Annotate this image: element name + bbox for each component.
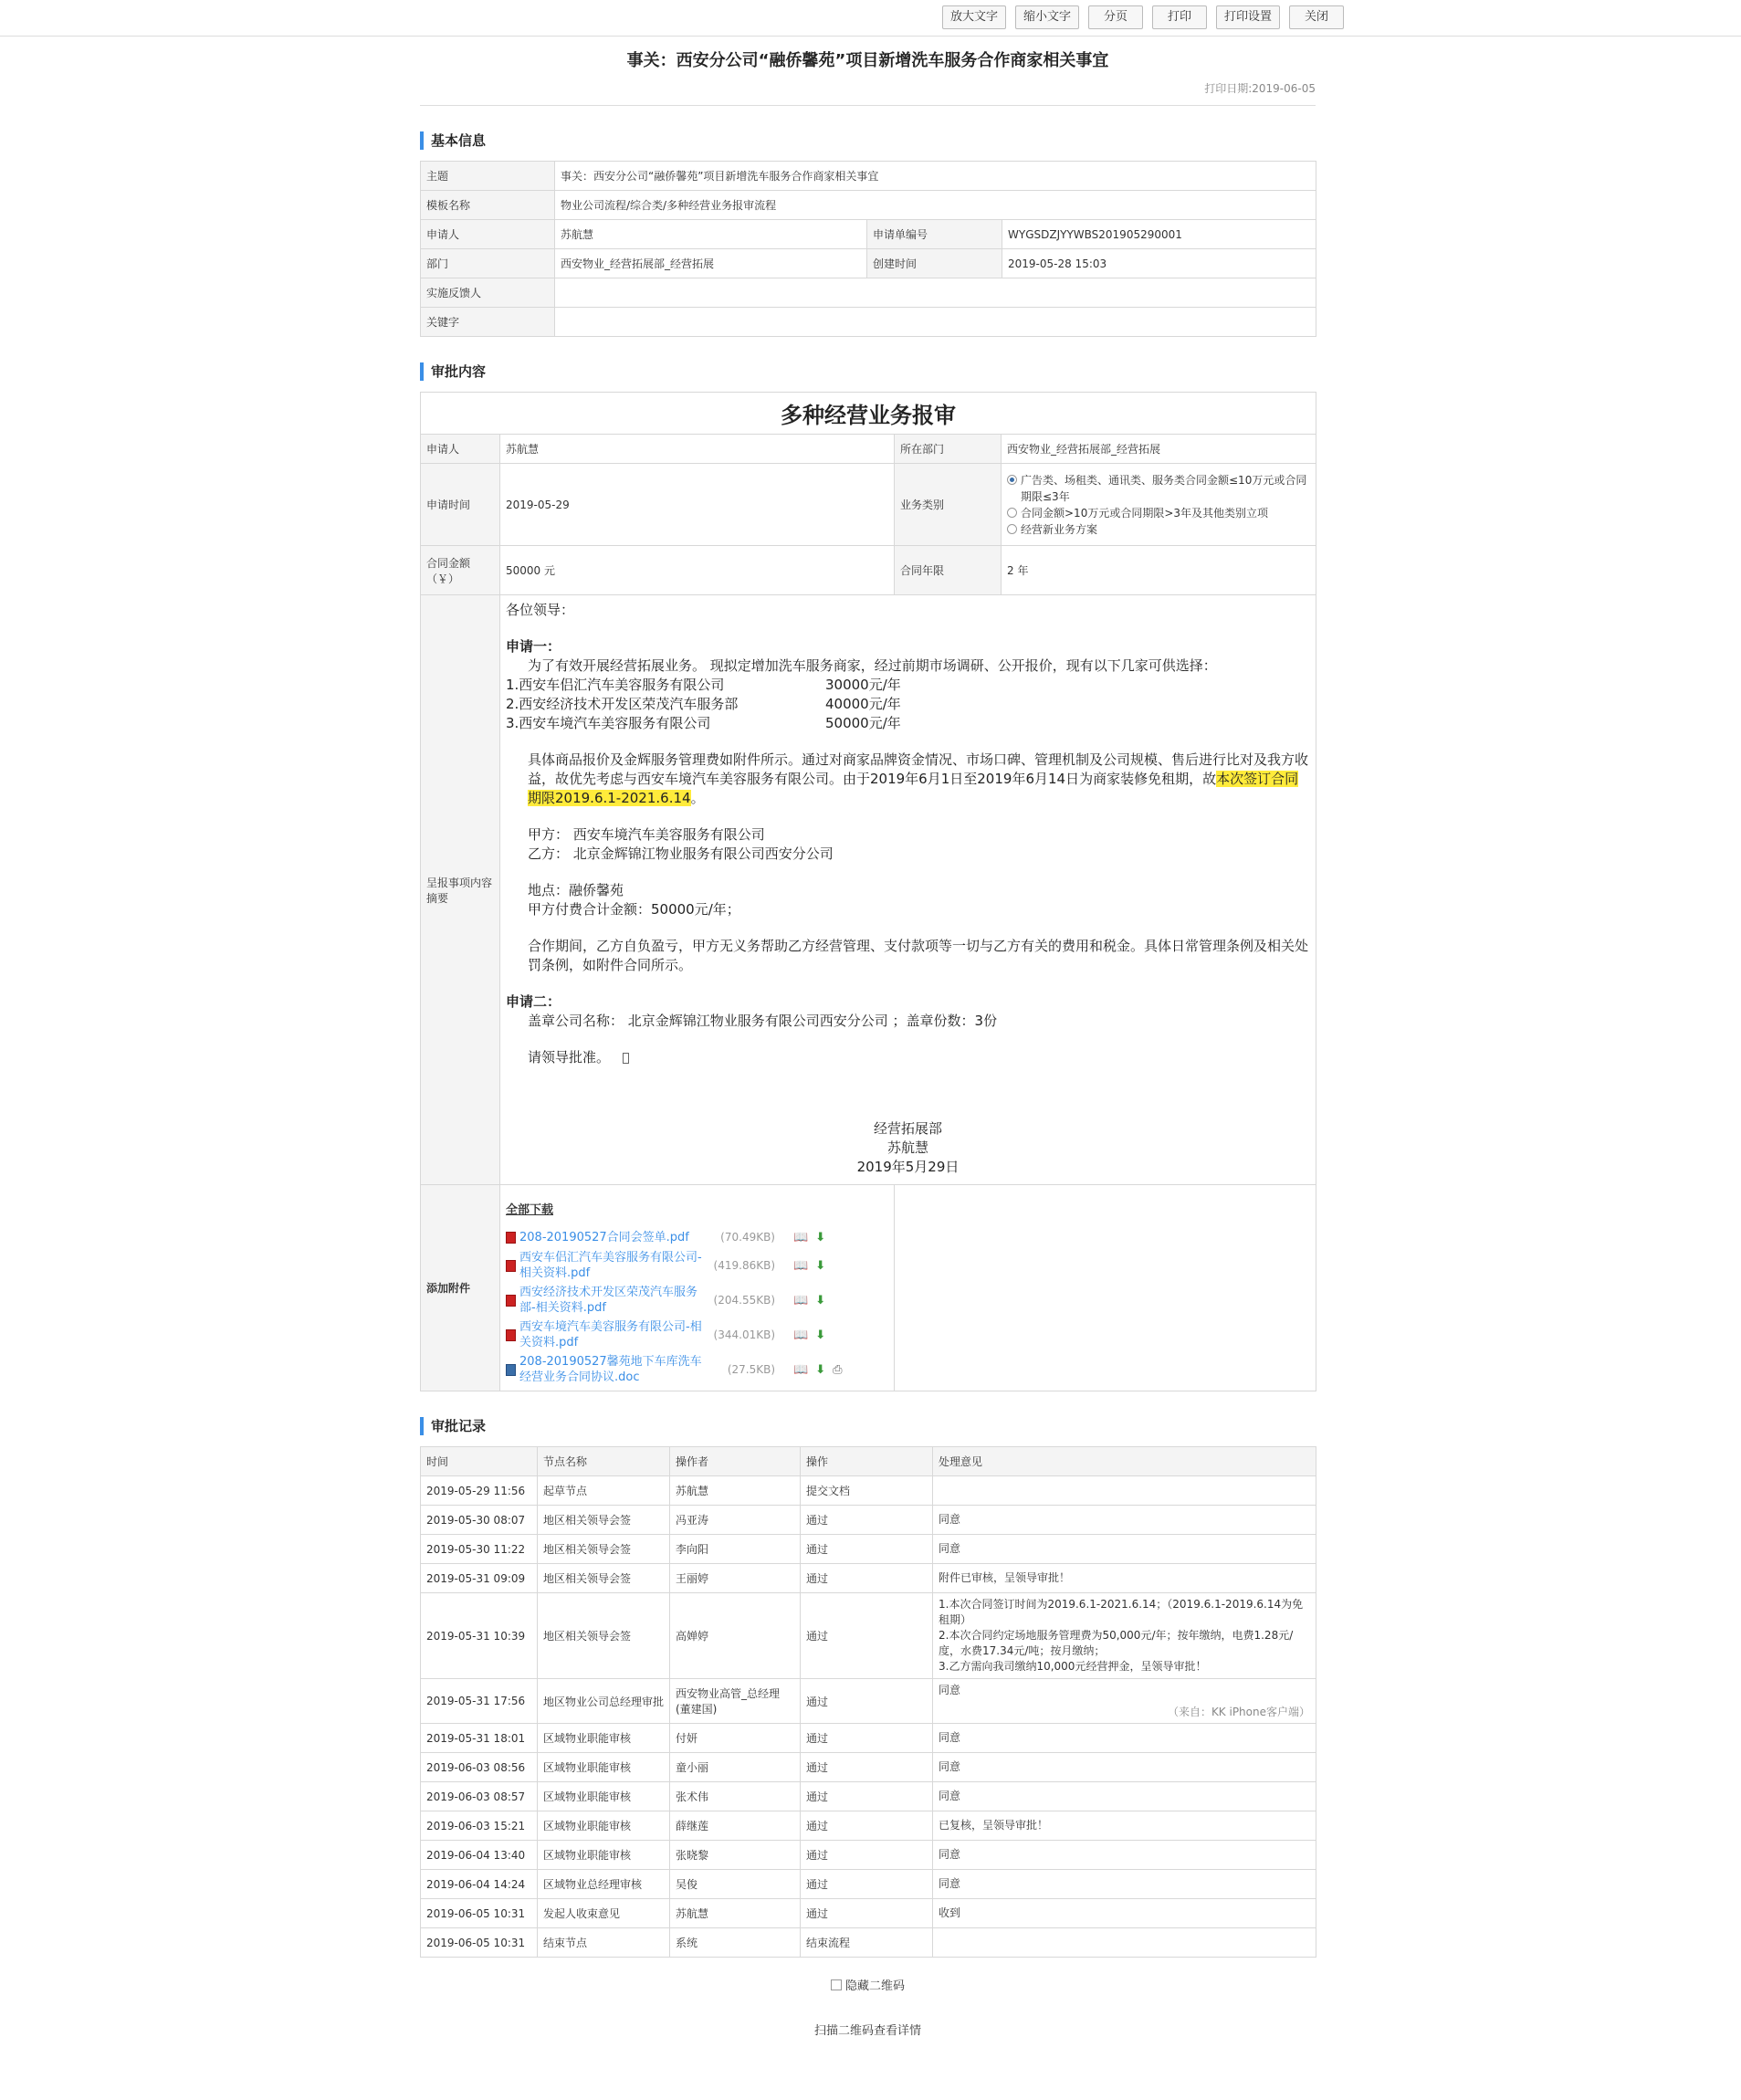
record-opinion bbox=[933, 1535, 1316, 1564]
table-row bbox=[421, 1753, 1316, 1782]
keyword-value bbox=[555, 308, 1316, 337]
record-operator: 张术伟 bbox=[670, 1782, 801, 1811]
form-time-value: 2019-05-29 bbox=[500, 464, 895, 546]
vendor-item bbox=[506, 695, 1310, 714]
table-row bbox=[421, 1506, 1316, 1535]
opinion-text: 1.本次合同签订时间为2019.6.1-2021.6.14；（2019.6.1-2019.6.14为免租期） 2.本次合同约定场地服务管理费为50,000元/年；按年缴纳，电费1.28元/度，水费17.34元/吨；按月缴纳； 3.乙方需向我司缴纳10,000元经营押金，呈领导审批！ bbox=[939, 1598, 1304, 1673]
record-node: 地区物业公司总经理审批 bbox=[538, 1679, 670, 1724]
template-value: 物业公司流程/综合类/多种经营业务报审流程 bbox=[555, 191, 1316, 220]
record-opinion bbox=[933, 1506, 1316, 1535]
record-action: 通过 bbox=[801, 1535, 933, 1564]
sign-date: 2019年5月29日 bbox=[856, 1159, 960, 1175]
opinion-text: 附件已审核，呈领导审批！ bbox=[939, 1571, 1071, 1584]
record-operator: 苏航慧 bbox=[670, 1899, 801, 1928]
record-time: 2019-05-31 18:01 bbox=[421, 1724, 538, 1753]
biz-option-1[interactable] bbox=[1007, 472, 1310, 505]
attach-label: 添加附件 bbox=[421, 1185, 500, 1391]
print-button[interactable]: 打印 bbox=[1152, 5, 1207, 29]
record-opinion bbox=[933, 1870, 1316, 1899]
record-action: 通过 bbox=[801, 1841, 933, 1870]
close-button[interactable]: 关闭 bbox=[1289, 5, 1344, 29]
record-action: 通过 bbox=[801, 1679, 933, 1724]
print-date: 打印日期:2019-06-05 bbox=[420, 80, 1316, 106]
section-approval-records-heading: 审批记录 bbox=[420, 1417, 1316, 1435]
record-operator: 高婵婷 bbox=[670, 1593, 801, 1679]
table-row bbox=[421, 1564, 1316, 1593]
record-operator: 童小丽 bbox=[670, 1753, 801, 1782]
record-operator: 西安物业高管_总经理(董建国) bbox=[670, 1679, 801, 1724]
table-row bbox=[421, 1928, 1316, 1958]
record-node: 起草节点 bbox=[538, 1476, 670, 1506]
record-action: 通过 bbox=[801, 1899, 933, 1928]
summary-para3: 合作期间，乙方自负盈亏，甲方无义务帮助乙方经营管理、支付款项等一切与乙方有关的费用和税金。具体日常管理条例及相关处罚条例，如附件合同所示。 bbox=[528, 938, 1309, 973]
attachment-link[interactable]: 208-20190527馨苑地下车库洗车经营业务合同协议.doc bbox=[519, 1355, 702, 1384]
record-opinion bbox=[933, 1811, 1316, 1841]
opinion-text: 同意 bbox=[939, 1790, 961, 1802]
summary-greeting: 各位领导： bbox=[506, 602, 575, 618]
record-opinion bbox=[933, 1782, 1316, 1811]
form-dept-value: 西安物业_经营拓展部_经营拓展 bbox=[1002, 435, 1316, 464]
records-header-row bbox=[421, 1447, 1316, 1476]
record-operator: 吴俊 bbox=[670, 1870, 801, 1899]
record-action: 通过 bbox=[801, 1753, 933, 1782]
records-body bbox=[421, 1476, 1316, 1958]
approval-form-table bbox=[420, 392, 1316, 1391]
section-approval-content-heading: 审批内容 bbox=[420, 362, 1316, 381]
record-node: 发起人收束意见 bbox=[538, 1899, 670, 1928]
biz-type-options bbox=[1002, 464, 1316, 546]
opinion-text: 已复核，呈领导审批！ bbox=[939, 1819, 1049, 1832]
closing-text bbox=[506, 1048, 1310, 1067]
vendor-item bbox=[506, 714, 1310, 733]
attachment-link[interactable]: 西安车境汽车美容服务有限公司-相关资料.pdf bbox=[519, 1320, 702, 1349]
form-applicant-value: 苏航慧 bbox=[500, 435, 895, 464]
record-node: 区域物业职能审核 bbox=[538, 1841, 670, 1870]
record-action: 通过 bbox=[801, 1724, 933, 1753]
applicant-label: 申请人 bbox=[421, 220, 555, 249]
record-node: 区域物业职能审核 bbox=[538, 1811, 670, 1841]
attachment-link[interactable]: 208-20190527合同会签单.pdf bbox=[519, 1230, 689, 1244]
record-action: 通过 bbox=[801, 1870, 933, 1899]
record-action: 通过 bbox=[801, 1564, 933, 1593]
attachment-size: (419.86KB) bbox=[713, 1259, 775, 1272]
paginate-button[interactable]: 分页 bbox=[1088, 5, 1143, 29]
years-label: 合同年限 bbox=[895, 546, 1002, 595]
preview-book-icon[interactable]: 📖 bbox=[793, 1328, 809, 1342]
dept-label: 部门 bbox=[421, 249, 555, 278]
vendor-price: 30000元/年 bbox=[825, 677, 901, 693]
record-node: 结束节点 bbox=[538, 1928, 670, 1958]
record-node: 区域物业职能审核 bbox=[538, 1724, 670, 1753]
preview-book-icon[interactable]: 📖 bbox=[793, 1230, 809, 1244]
toolbar bbox=[0, 0, 1741, 37]
table-row bbox=[421, 1476, 1316, 1506]
vendor-name: 2.西安经济技术开发区荣茂汽车服务部 bbox=[506, 696, 739, 712]
biz-option-1-label: 广告类、场租类、通讯类、服务类合同金额≤10万元或合同期限≤3年 bbox=[1021, 473, 1307, 503]
record-time: 2019-06-05 10:31 bbox=[421, 1899, 538, 1928]
attachment-item bbox=[506, 1352, 888, 1387]
record-node: 区域物业职能审核 bbox=[538, 1753, 670, 1782]
record-time: 2019-06-03 15:21 bbox=[421, 1811, 538, 1841]
record-opinion bbox=[933, 1899, 1316, 1928]
req1-title: 申请一： bbox=[506, 638, 561, 655]
years-value: 2 年 bbox=[1002, 546, 1316, 595]
party-a: 甲方： 西安车境汽车美容服务有限公司 bbox=[528, 826, 765, 843]
feedback-value bbox=[555, 278, 1316, 308]
created-value: 2019-05-28 15:03 bbox=[1002, 249, 1316, 278]
opinion-text: 同意 bbox=[939, 1513, 961, 1526]
vendor-price: 40000元/年 bbox=[825, 696, 901, 712]
record-time: 2019-05-31 17:56 bbox=[421, 1679, 538, 1724]
vendor-price: 50000元/年 bbox=[825, 715, 901, 731]
attachment-link[interactable]: 西安经济技术开发区荣茂汽车服务部-相关资料.pdf bbox=[519, 1286, 698, 1315]
record-opinion bbox=[933, 1753, 1316, 1782]
biz-option-2[interactable] bbox=[1007, 505, 1310, 521]
doc-file-icon bbox=[506, 1364, 516, 1376]
opinion-text: 同意 bbox=[939, 1542, 961, 1555]
table-row bbox=[421, 1899, 1316, 1928]
download-icon[interactable]: ⬇ bbox=[815, 1362, 826, 1377]
col-action: 操作 bbox=[801, 1447, 933, 1476]
table-row bbox=[421, 1724, 1316, 1753]
summary-label: 呈报事项内容摘要 bbox=[421, 595, 500, 1185]
sign-name: 苏航慧 bbox=[886, 1139, 928, 1156]
record-time: 2019-05-30 08:07 bbox=[421, 1506, 538, 1535]
record-opinion bbox=[933, 1841, 1316, 1870]
download-icon[interactable]: ⬇ bbox=[815, 1293, 826, 1307]
opinion-text: 同意 bbox=[939, 1760, 961, 1773]
total-amount: 甲方付费合计金额：50000元/年； bbox=[528, 901, 740, 918]
record-time: 2019-06-04 14:24 bbox=[421, 1870, 538, 1899]
basic-info-table bbox=[420, 161, 1316, 337]
amount-label: 合同金额（￥） bbox=[421, 546, 500, 595]
record-time: 2019-06-05 10:31 bbox=[421, 1928, 538, 1958]
record-operator: 苏航慧 bbox=[670, 1476, 801, 1506]
download-icon[interactable]: ⬇ bbox=[815, 1328, 826, 1342]
pdf-file-icon bbox=[506, 1232, 516, 1244]
record-opinion bbox=[933, 1476, 1316, 1506]
req2-title: 申请二： bbox=[506, 993, 561, 1010]
table-row bbox=[421, 1679, 1316, 1724]
document bbox=[420, 37, 1316, 2038]
contract-period-highlight: 本次签订合同期限2019.6.1-2021.6.14 bbox=[528, 771, 1299, 806]
attachment-item bbox=[506, 1226, 888, 1248]
opinion-text: 同意 bbox=[939, 1848, 961, 1861]
pdf-file-icon bbox=[506, 1260, 516, 1272]
toolbar-buttons bbox=[942, 5, 1344, 29]
record-operator: 付妍 bbox=[670, 1724, 801, 1753]
record-node: 地区相关领导会签 bbox=[538, 1506, 670, 1535]
record-node: 地区相关领导会签 bbox=[538, 1564, 670, 1593]
opinion-text: 同意 bbox=[939, 1731, 961, 1744]
radio-selected-icon[interactable] bbox=[1007, 475, 1017, 485]
print-icon[interactable]: ⎙ bbox=[833, 1362, 843, 1377]
opinion-text: 同意 bbox=[939, 1877, 961, 1890]
closing-label: 请领导批准。 bbox=[528, 1049, 617, 1066]
req1-intro: 为了有效开展经营拓展业务。 现拟定增加洗车服务商家，经过前期市场调研、公开报价，现有以下几家可供选择： bbox=[528, 657, 1217, 674]
biz-option-2-label: 合同金额>10万元或合同期限>3年及其他类别立项 bbox=[1021, 506, 1269, 520]
preview-book-icon[interactable]: 📖 bbox=[793, 1362, 809, 1377]
vendor-name: 3.西安车境汽车美容服务有限公司 bbox=[506, 715, 711, 731]
subject-value: 事关：西安分公司“融侨馨苑”项目新增洗车服务合作商家相关事宜 bbox=[555, 162, 1316, 191]
record-node: 地区相关领导会签 bbox=[538, 1535, 670, 1564]
record-action: 通过 bbox=[801, 1811, 933, 1841]
table-row bbox=[421, 1593, 1316, 1679]
pdf-file-icon bbox=[506, 1329, 516, 1341]
order-no-value: WYGSDZJYYWBS201905290001 bbox=[1002, 220, 1316, 249]
summary-para2 bbox=[506, 751, 1310, 808]
feedback-label: 实施反馈人 bbox=[421, 278, 555, 308]
record-node: 区域物业职能审核 bbox=[538, 1782, 670, 1811]
table-row bbox=[421, 1782, 1316, 1811]
attachment-item bbox=[506, 1248, 888, 1283]
sign-dept: 经营拓展部 bbox=[873, 1120, 942, 1137]
record-time: 2019-06-03 08:57 bbox=[421, 1782, 538, 1811]
table-row bbox=[421, 1535, 1316, 1564]
attachment-size: (70.49KB) bbox=[720, 1231, 775, 1244]
record-time: 2019-05-31 09:09 bbox=[421, 1564, 538, 1593]
record-node: 地区相关领导会签 bbox=[538, 1593, 670, 1679]
form-dept-label: 所在部门 bbox=[895, 435, 1002, 464]
attachments-empty-cell bbox=[895, 1185, 1316, 1391]
col-node: 节点名称 bbox=[538, 1447, 670, 1476]
placeholder-glyph-icon bbox=[623, 1053, 629, 1064]
approval-records-table bbox=[420, 1446, 1316, 1958]
section-basic-info-heading: 基本信息 bbox=[420, 131, 1316, 150]
record-time: 2019-06-03 08:56 bbox=[421, 1753, 538, 1782]
record-operator: 薛继莲 bbox=[670, 1811, 801, 1841]
record-opinion bbox=[933, 1928, 1316, 1958]
opinion-source: （来自：KK iPhone客户端） bbox=[1167, 1706, 1310, 1718]
attachment-item bbox=[506, 1318, 888, 1352]
record-action: 通过 bbox=[801, 1782, 933, 1811]
record-operator: 王丽婷 bbox=[670, 1564, 801, 1593]
attachments-cell bbox=[500, 1185, 895, 1391]
download-icon[interactable]: ⬇ bbox=[815, 1258, 826, 1273]
preview-book-icon[interactable]: 📖 bbox=[793, 1293, 809, 1307]
table-row bbox=[421, 1870, 1316, 1899]
record-action: 结束流程 bbox=[801, 1928, 933, 1958]
attachment-link[interactable]: 西安车侣汇汽车美容服务有限公司-相关资料.pdf bbox=[519, 1251, 702, 1280]
record-operator: 李向阳 bbox=[670, 1535, 801, 1564]
form-applicant-label: 申请人 bbox=[421, 435, 500, 464]
para2-text: 具体商品报价及金辉服务管理费如附件所示。通过对商家品牌资金情况、市场口碑、管理机制及公司规模、售后进行比对及我方收益，故优先考虑与西安车境汽车美容服务有限公司。由于2019年6月1日至2019年6月14日为商家装修免租期，故 bbox=[528, 751, 1309, 787]
created-label: 创建时间 bbox=[867, 249, 1002, 278]
radio-icon[interactable] bbox=[1007, 524, 1017, 534]
record-operator: 系统 bbox=[670, 1928, 801, 1958]
record-action: 通过 bbox=[801, 1593, 933, 1679]
req2-text: 盖章公司名称： 北京金辉锦江物业服务有限公司西安分公司 ；盖章份数：3份 bbox=[528, 1013, 998, 1029]
form-time-label: 申请时间 bbox=[421, 464, 500, 546]
record-time: 2019-05-29 11:56 bbox=[421, 1476, 538, 1506]
opinion-text: 收到 bbox=[939, 1906, 961, 1919]
para2-end: 。 bbox=[690, 790, 705, 806]
keyword-label: 关键字 bbox=[421, 308, 555, 337]
record-opinion bbox=[933, 1593, 1316, 1679]
applicant-value: 苏航慧 bbox=[555, 220, 867, 249]
record-action: 提交文档 bbox=[801, 1476, 933, 1506]
amount-value: 50000 元 bbox=[500, 546, 895, 595]
record-operator: 张晓黎 bbox=[670, 1841, 801, 1870]
vendor-name: 1.西安车侣汇汽车美容服务有限公司 bbox=[506, 677, 725, 693]
record-operator: 冯亚涛 bbox=[670, 1506, 801, 1535]
page-title: 事关：西安分公司“融侨馨苑”项目新增洗车服务合作商家相关事宜 bbox=[626, 51, 1109, 70]
vendor-item bbox=[506, 676, 1310, 695]
opinion-text: 同意 bbox=[939, 1684, 961, 1696]
hide-qr-toggle[interactable] bbox=[420, 1976, 1316, 1993]
record-opinion bbox=[933, 1679, 1316, 1724]
table-row bbox=[421, 1811, 1316, 1841]
hide-qr-label: 隐藏二维码 bbox=[844, 1979, 905, 1993]
record-opinion bbox=[933, 1724, 1316, 1753]
template-label: 模板名称 bbox=[421, 191, 555, 220]
biz-option-3[interactable] bbox=[1007, 521, 1310, 538]
download-all-link[interactable]: 全部下载 bbox=[506, 1203, 554, 1217]
attachment-size: (27.5KB) bbox=[727, 1363, 775, 1376]
radio-icon[interactable] bbox=[1007, 508, 1017, 518]
record-time: 2019-06-04 13:40 bbox=[421, 1841, 538, 1870]
pdf-file-icon bbox=[506, 1295, 516, 1307]
party-b: 乙方： 北京金辉锦江物业服务有限公司西安分公司 bbox=[528, 845, 834, 862]
summary-content bbox=[500, 595, 1316, 1185]
preview-book-icon[interactable]: 📖 bbox=[793, 1258, 809, 1273]
download-icon[interactable]: ⬇ bbox=[815, 1230, 826, 1244]
subject-label: 主题 bbox=[421, 162, 555, 191]
print-settings-button[interactable]: 打印设置 bbox=[1216, 5, 1280, 29]
table-row bbox=[421, 1841, 1316, 1870]
col-operator: 操作者 bbox=[670, 1447, 801, 1476]
scan-qr-text: 扫描二维码查看详情 bbox=[813, 2024, 921, 2038]
record-time: 2019-05-30 11:22 bbox=[421, 1535, 538, 1564]
order-no-label: 申请单编号 bbox=[867, 220, 1002, 249]
record-node: 区域物业总经理审核 bbox=[538, 1870, 670, 1899]
attachment-item bbox=[506, 1283, 888, 1318]
attachment-size: (204.55KB) bbox=[713, 1294, 775, 1307]
col-opinion: 处理意见 bbox=[933, 1447, 1316, 1476]
record-time: 2019-05-31 10:39 bbox=[421, 1593, 538, 1679]
biz-option-3-label: 经营新业务方案 bbox=[1021, 522, 1098, 536]
record-opinion bbox=[933, 1564, 1316, 1593]
form-title: 多种经营业务报审 bbox=[421, 393, 1316, 435]
zoom-out-text-button[interactable]: 缩小文字 bbox=[1015, 5, 1079, 29]
col-time: 时间 bbox=[421, 1447, 538, 1476]
zoom-in-text-button[interactable]: 放大文字 bbox=[942, 5, 1006, 29]
attachment-size: (344.01KB) bbox=[713, 1328, 775, 1341]
location: 地点：融侨馨苑 bbox=[528, 882, 624, 898]
dept-value: 西安物业_经营拓展部_经营拓展 bbox=[555, 249, 867, 278]
biz-type-label: 业务类别 bbox=[895, 464, 1002, 546]
record-action: 通过 bbox=[801, 1506, 933, 1535]
checkbox-icon[interactable] bbox=[831, 1979, 842, 1990]
